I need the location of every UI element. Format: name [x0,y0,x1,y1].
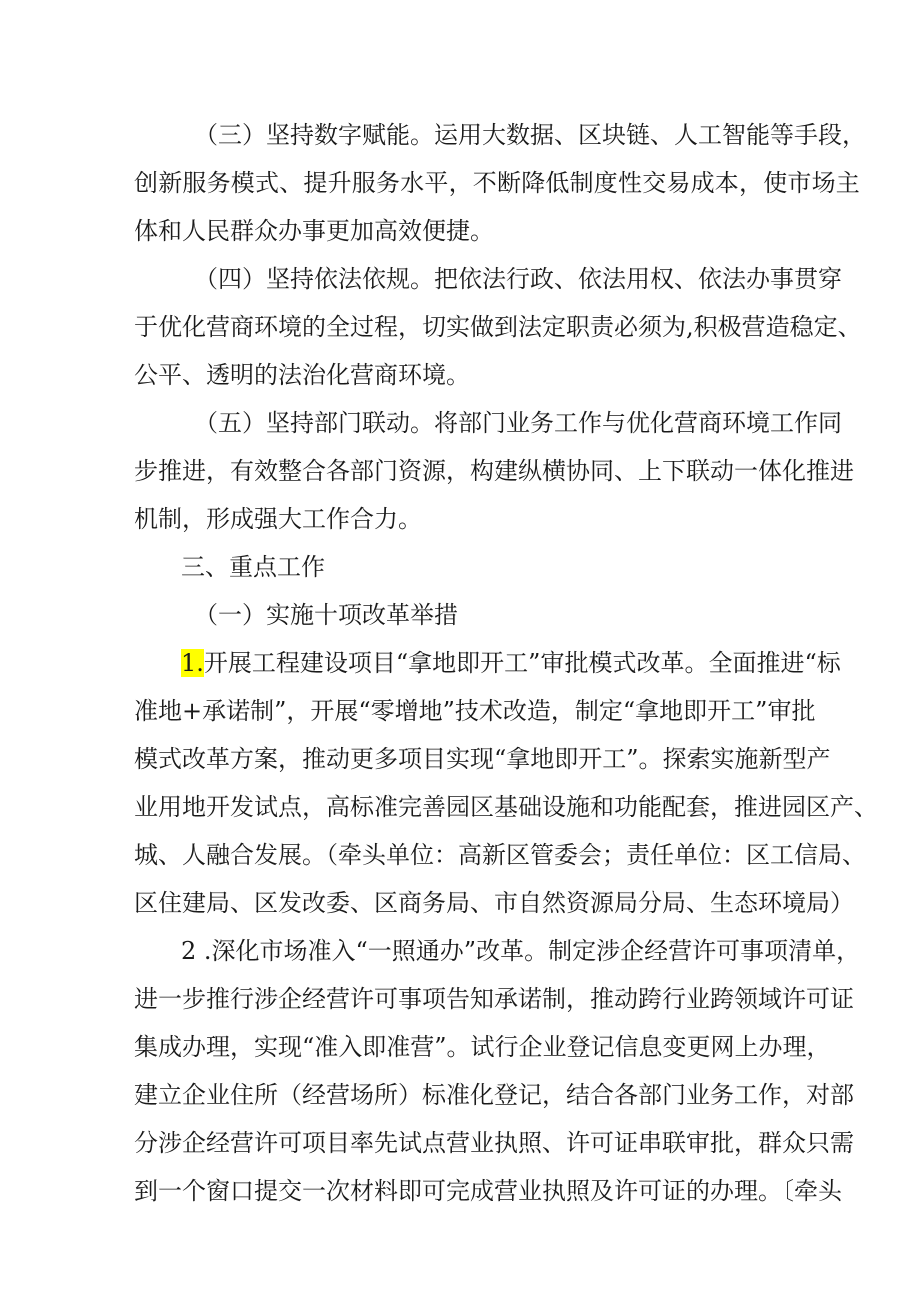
item-1-line-1 [181,646,920,680]
item-1-text: 开展工程建设项目“拿地即开工”审批模式改革。全面推进“标 [203,649,841,677]
item-1-line-2: 准地+承诺制”，开展“零增地”技术改造，制定“拿地即开工”审批 [134,697,816,725]
subsection-heading: （一）实施十项改革举措 [194,601,458,629]
item-2-line-2: 进一步推行涉企经营许可事项告知承诺制，推动跨行业跨领域许可证 [134,985,854,1013]
paragraph-1-line-3: 体和人民群众办事更加高效便捷。 [134,217,494,245]
paragraph-2-line-2: 于优化营商环境的全过程，切实做到法定职责必须为,积极营造稳定、 [134,313,862,341]
item-2-line-3: 集成办理，实现“准入即准营”。试行企业登记信息变更网上办理， [134,1033,831,1061]
item-2-line-6: 到一个窗口提交一次材料即可完成营业执照及许可证的办理。〔牵头 [134,1177,842,1205]
item-1-line-3: 模式改革方案，推动更多项目实现“拿地即开工”。探索实施新型产 [134,745,831,773]
item-1-line-6: 区住建局、区发改委、区商务局、市自然资源局分局、生态环境局） [134,889,854,917]
item-1-line-5: 城、人融合发展。（牵头单位：高新区管委会；责任单位：区工信局、 [134,841,866,869]
highlighted-item-number: 1. [181,649,204,677]
paragraph-2-line-1: （四）坚持依法依规。把依法行政、依法用权、依法办事贯穿 [194,265,842,293]
item-2-line-4: 建立企业住所（经营场所）标准化登记，结合各部门业务工作，对部 [134,1081,854,1109]
paragraph-3-line-2: 步推进，有效整合各部门资源，构建纵横协同、上下联动一体化推进 [134,457,854,485]
section-heading: 三、重点工作 [181,553,325,581]
paragraph-1-line-2: 创新服务模式、提升服务水平，不断降低制度性交易成本，使市场主 [134,169,860,197]
item-2-line-1: 2 .深化市场准入“一照通办”改革。制定涉企经营许可事项清单， [181,937,861,965]
paragraph-3-line-3: 机制，形成强大工作合力。 [134,505,422,533]
paragraph-3-line-1: （五）坚持部门联动。将部门业务工作与优化营商环境工作同 [194,409,842,437]
paragraph-1-line-1: （三）坚持数字赋能。运用大数据、区块链、人工智能等手段， [194,121,866,149]
item-2-line-5: 分涉企经营许可项目率先试点营业执照、许可证串联审批，群众只需 [134,1129,854,1157]
paragraph-2-line-3: 公平、透明的法治化营商环境。 [134,361,470,389]
item-1-line-4: 业用地开发试点，高标准完善园区基础设施和功能配套，推进园区产、 [134,793,878,821]
